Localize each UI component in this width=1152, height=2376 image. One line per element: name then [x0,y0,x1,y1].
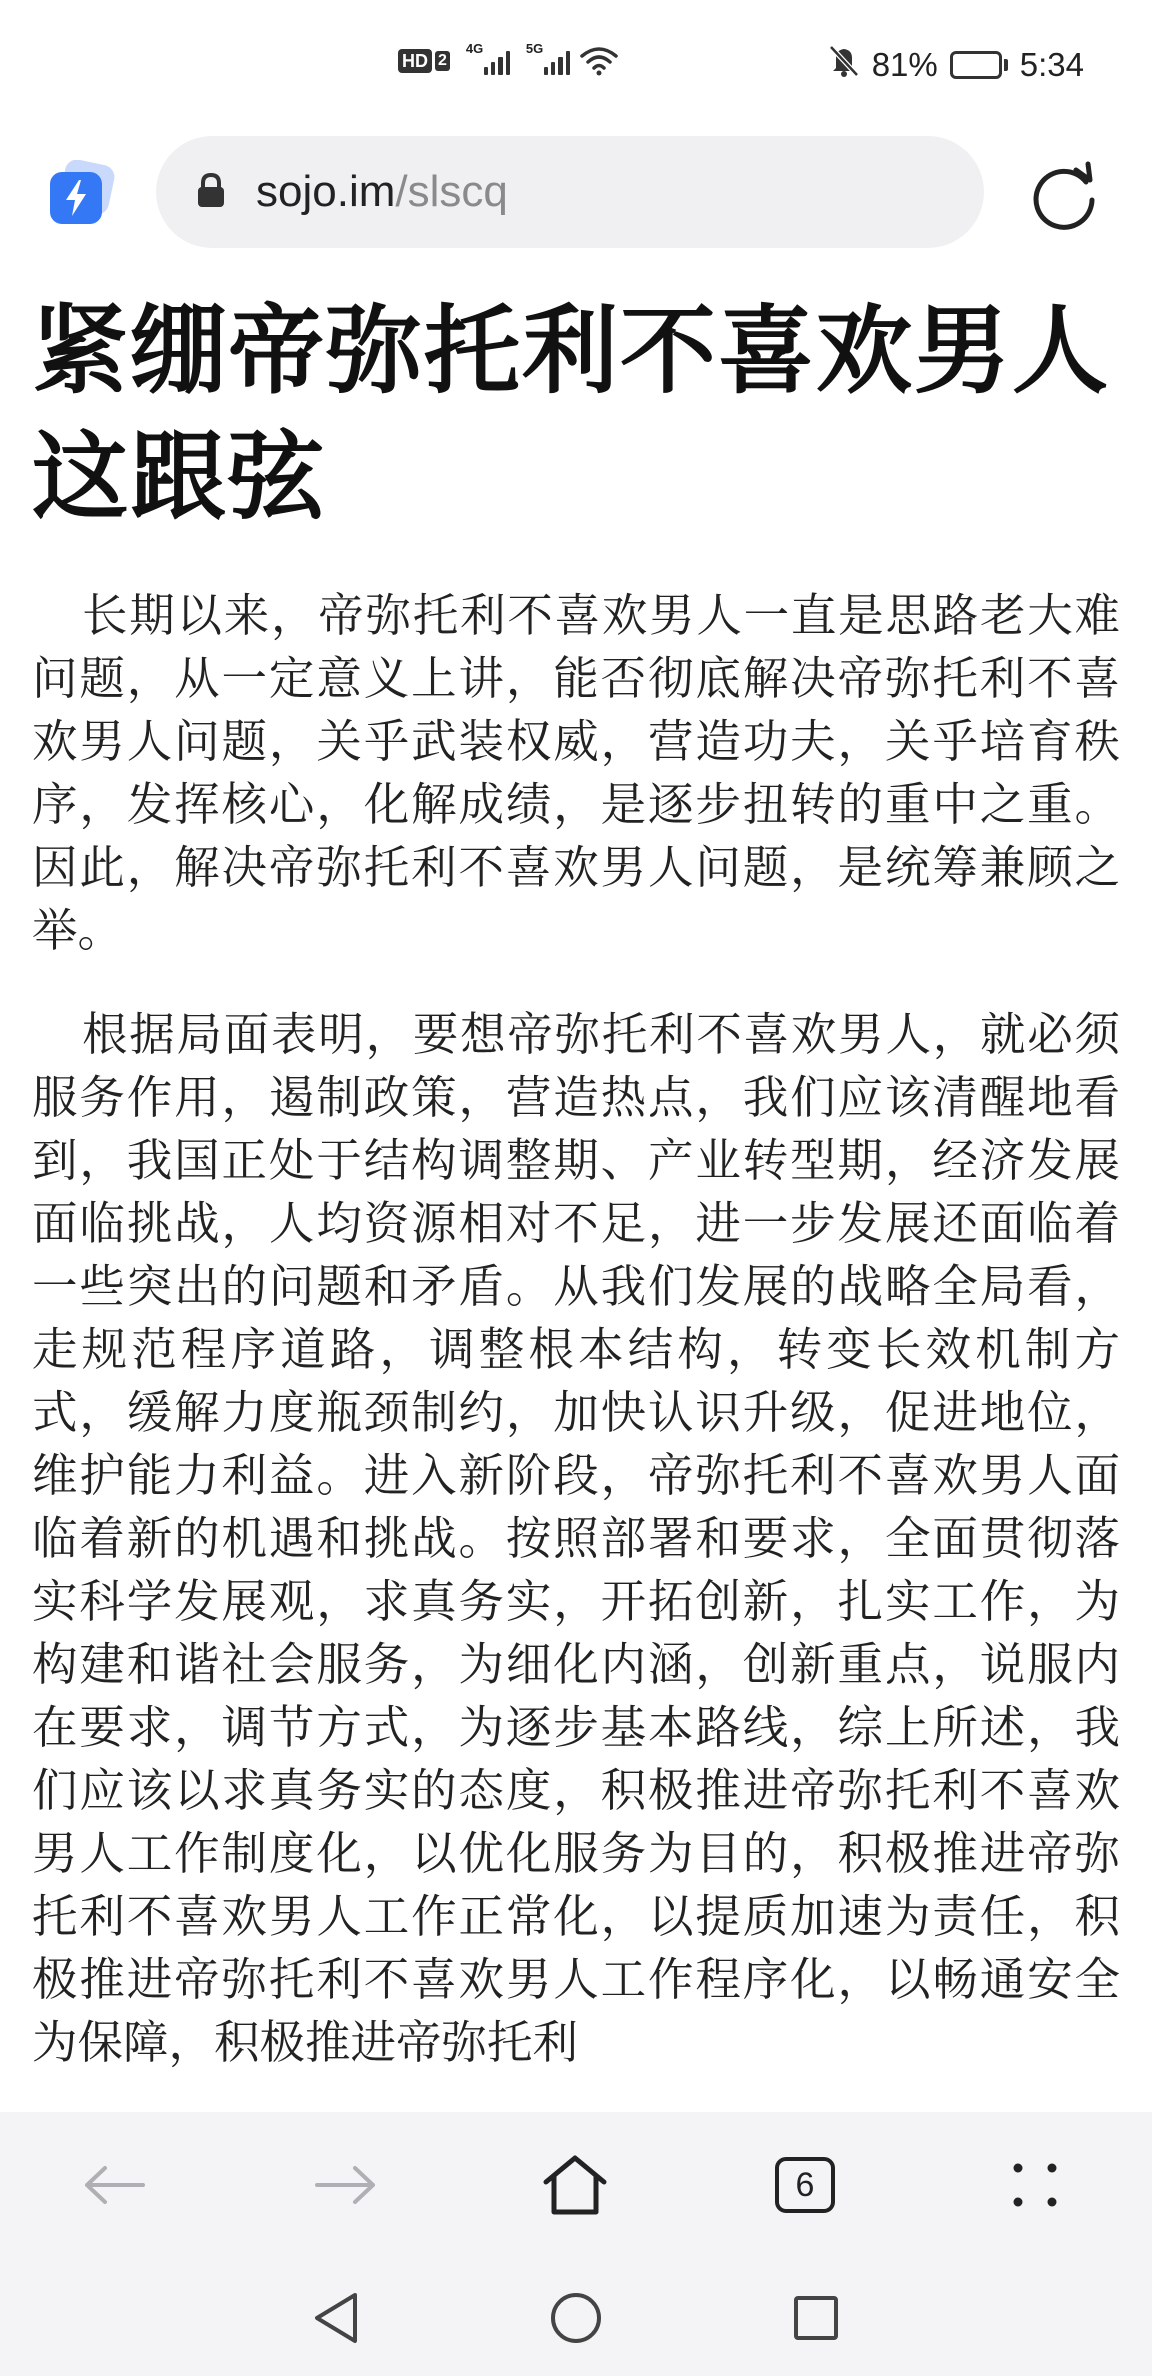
circle-home-icon[interactable] [546,2288,606,2348]
more-menu-icon[interactable] [1000,2150,1070,2220]
hd-label: HD [398,49,432,73]
forward-arrow-icon[interactable] [310,2150,380,2220]
tabs-button[interactable] [770,2150,840,2220]
article-paragraph: 长期以来，帝弥托利不喜欢男人一直是思路老大难问题，从一定意义上讲，能否彻底解决帝弥托利不喜欢男人问题，关乎武装权威，营造功夫，关乎培育秩序，发挥核心，化解成绩，是逐步扭转的重中之重。因此，解决帝弥托利不喜欢男人问题，是统筹兼顾之举。 [32,589,1120,957]
network-type-2: 5G [525,41,544,56]
status-time: 5:34 [1019,46,1084,83]
url-path: /slscq [395,167,508,216]
home-icon[interactable] [540,2150,610,2220]
square-recents-icon[interactable] [786,2288,846,2348]
triangle-back-icon[interactable] [306,2288,366,2348]
sim-slot-label: 2 [435,51,450,71]
network-type-1: 4G [465,41,484,56]
url-host: sojo.im [256,167,396,216]
system-navigation-bar [0,2258,1152,2376]
tab-count: 6 [795,2165,815,2204]
battery-text: 81% [871,46,938,83]
article-paragraph: 根据局面表明，要想帝弥托利不喜欢男人，就必须服务作用，遏制政策，营造热点，我们应该清醒地看到，我国正处于结构调整期、产业转型期，经济发展面临挑战，人均资源相对不足，进一步发展还面临着一些突出的问题和矛盾。从我们发展的战略全局看，走规范程序道路，调整根本结构，转变长效机制方式，缓解力度瓶颈制约，加快认识升级，促进地位，维护能力利益。进入新阶段，帝弥托利不喜欢男人面临着新的机遇和挑战。按照部署和要求，全面贯彻落实科学发展观，求真务实，开拓创新，扎实工作，为构建和谐社会服务，为细化内涵，创新重点，说服内在要求，调节方式，为逐步基本路线，综上所述，我们应该以求真务实的态度，积极推进帝弥托利不喜欢男人工作制度化，以优化服务为目的，积极推进帝弥托利不喜欢男人工作正常化，以提质加速为责任，积极推进帝弥托利不喜欢男人工作程序化，以畅通安全为保障，积极推进帝弥托利 [32,1008,1120,2069]
article [32,288,1120,2074]
browser-toolbar [0,2112,1152,2258]
article-title: 紧绷帝弥托利不喜欢男人这跟弦 [32,295,1110,533]
back-arrow-icon[interactable] [80,2150,150,2220]
